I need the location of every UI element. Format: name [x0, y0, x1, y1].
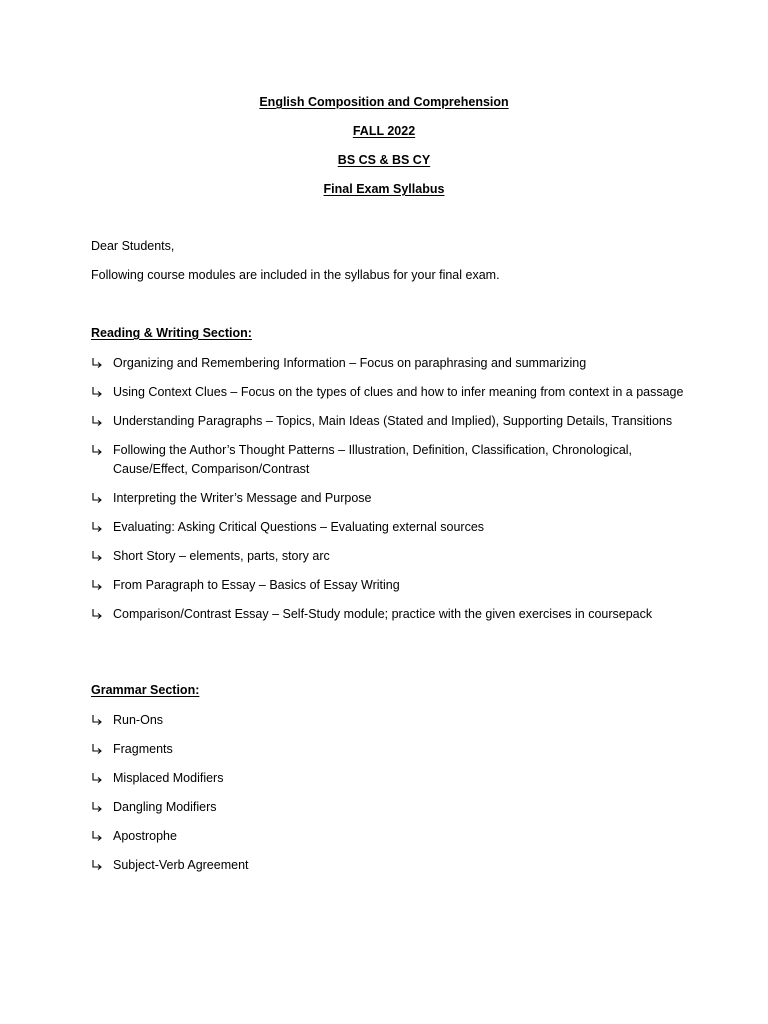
arrow-down-right-icon — [91, 441, 105, 460]
list-item-text: Fragments — [113, 742, 173, 756]
document-header — [0, 93, 768, 209]
list-item-text: Subject-Verb Agreement — [113, 858, 249, 872]
list-item-text: Dangling Modifiers — [113, 800, 217, 814]
intro-text: Following course modules are included in the syllabus for your final exam. — [91, 268, 500, 282]
arrow-down-right-icon — [91, 412, 105, 431]
arrow-down-right-icon — [91, 489, 105, 508]
list-item — [91, 489, 691, 508]
list-item-text: From Paragraph to Essay – Basics of Essay Writing — [113, 578, 400, 592]
grammar-heading: Grammar Section: — [91, 683, 200, 697]
grammar-list — [91, 711, 691, 885]
list-item — [91, 383, 691, 402]
list-item — [91, 856, 691, 875]
arrow-down-right-icon — [91, 856, 105, 875]
list-item-text: Comparison/Contrast Essay – Self-Study module; practice with the given exercises in coursepack — [113, 607, 653, 621]
arrow-down-right-icon — [91, 798, 105, 817]
list-item — [91, 412, 691, 431]
arrow-down-right-icon — [91, 769, 105, 788]
list-item — [91, 769, 691, 788]
arrow-down-right-icon — [91, 605, 105, 624]
arrow-down-right-icon — [91, 547, 105, 566]
list-item — [91, 711, 691, 730]
list-item — [91, 576, 691, 595]
course-title: English Composition and Comprehension — [259, 95, 509, 109]
arrow-down-right-icon — [91, 740, 105, 759]
arrow-down-right-icon — [91, 383, 105, 402]
list-item — [91, 827, 691, 846]
list-item — [91, 798, 691, 817]
list-item — [91, 605, 691, 624]
list-item-text: Short Story – elements, parts, story arc — [113, 549, 330, 563]
arrow-down-right-icon — [91, 354, 105, 373]
list-item-text: Evaluating: Asking Critical Questions – Evaluating external sources — [113, 520, 485, 534]
list-item-text: Organizing and Remembering Information – Focus on paraphrasing and summarizing — [113, 356, 587, 370]
list-item — [91, 441, 691, 479]
arrow-down-right-icon — [91, 518, 105, 537]
list-item — [91, 740, 691, 759]
list-item-text: Interpreting the Writer’s Message and Purpose — [113, 491, 372, 505]
list-item-text: Following the Author’s Thought Patterns – Illustration, Definition, Classification, Chronological, Cause/Effect, Comparison/Contrast — [113, 443, 633, 476]
document-title: Final Exam Syllabus — [323, 182, 445, 196]
list-item-text: Run-Ons — [113, 713, 164, 727]
arrow-down-right-icon — [91, 827, 105, 846]
list-item — [91, 354, 691, 373]
list-item-text: Misplaced Modifiers — [113, 771, 224, 785]
list-item — [91, 547, 691, 566]
list-item-text: Using Context Clues – Focus on the types of clues and how to infer meaning from context in a passage — [113, 385, 684, 399]
reading-writing-heading: Reading & Writing Section: — [91, 326, 252, 340]
salutation: Dear Students, — [91, 239, 175, 253]
arrow-down-right-icon — [91, 711, 105, 730]
list-item — [91, 518, 691, 537]
programs-label: BS CS & BS CY — [337, 153, 431, 167]
arrow-down-right-icon — [91, 576, 105, 595]
list-item-text: Understanding Paragraphs – Topics, Main Ideas (Stated and Implied), Supporting Details, Transitions — [113, 414, 673, 428]
term-label: FALL 2022 — [352, 124, 416, 138]
reading-writing-list — [91, 354, 691, 634]
list-item-text: Apostrophe — [113, 829, 177, 843]
